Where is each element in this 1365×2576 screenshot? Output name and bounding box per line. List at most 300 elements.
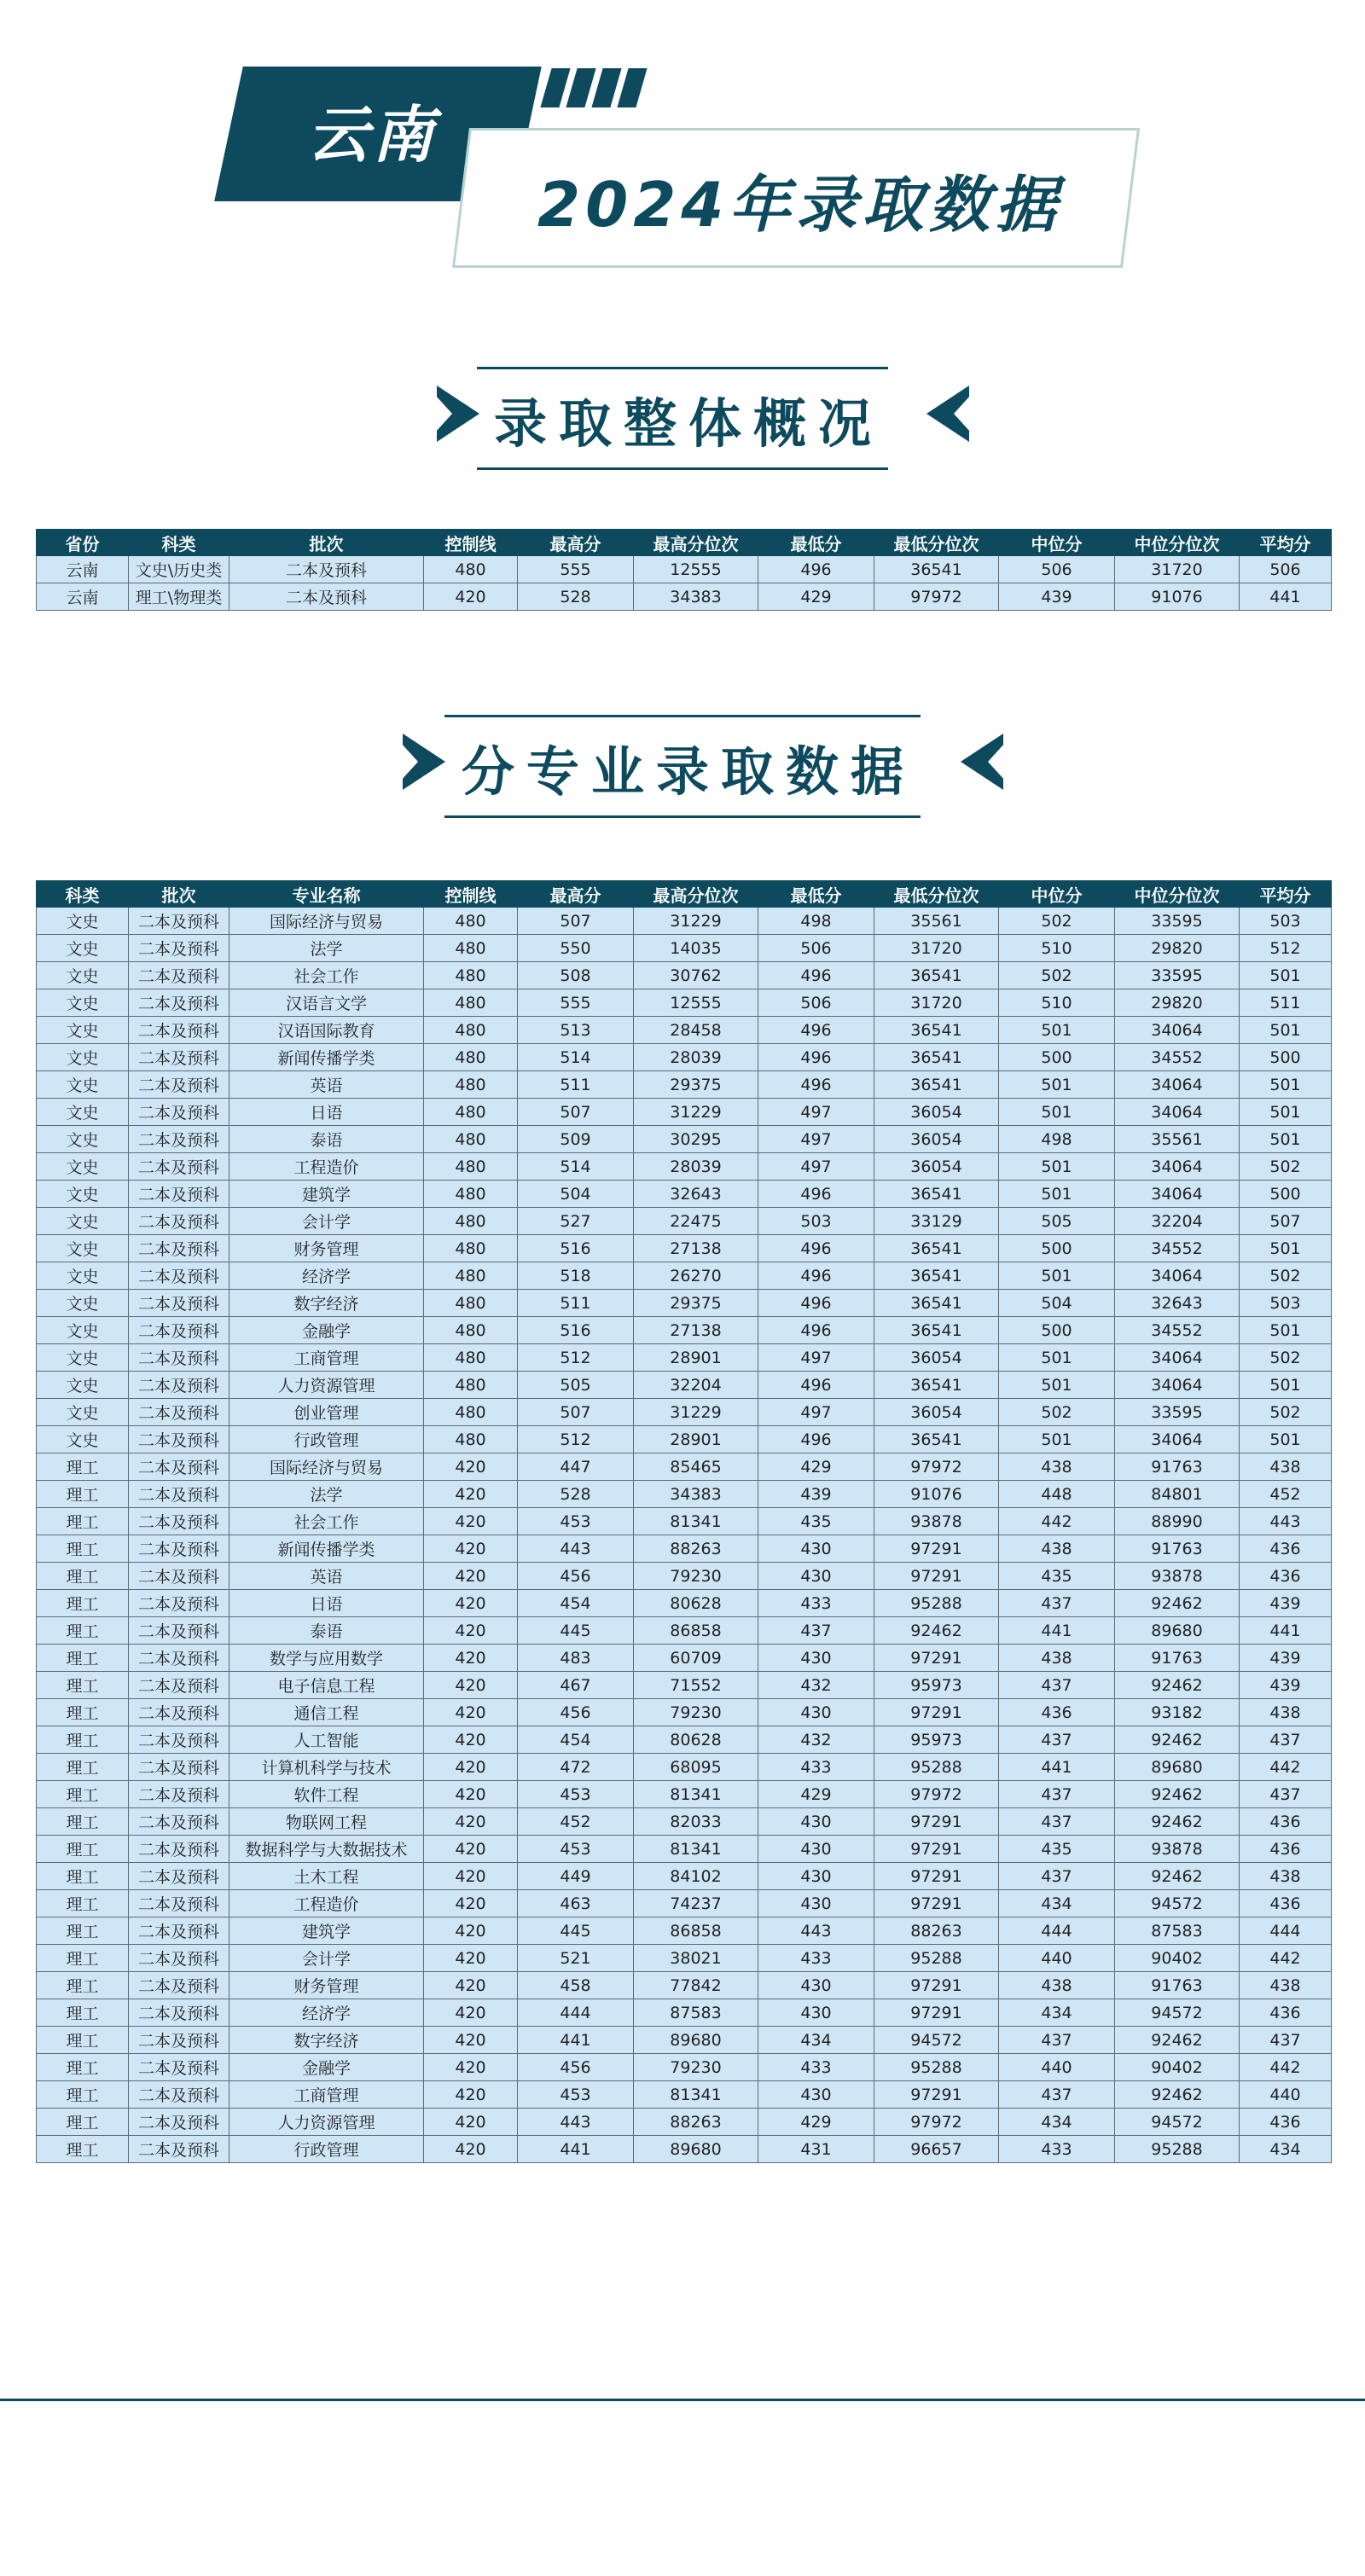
table-cell: 431 (758, 2136, 874, 2163)
table-cell: 30295 (634, 1126, 758, 1153)
table-cell: 438 (999, 1453, 1115, 1481)
column-header: 最低分 (758, 881, 874, 908)
table-cell: 87583 (634, 1999, 758, 2027)
table-row (37, 1071, 1332, 1099)
table-cell: 泰语 (229, 1126, 424, 1153)
table-cell: 500 (999, 1235, 1115, 1262)
table-cell: 496 (758, 1317, 874, 1344)
table-cell: 92462 (1115, 1808, 1240, 1836)
table-cell: 二本及预科 (129, 1372, 229, 1399)
table-cell: 501 (999, 1426, 1115, 1453)
table-cell: 503 (758, 1208, 874, 1235)
table-cell: 92462 (1115, 1726, 1240, 1754)
table-row (37, 2027, 1332, 2054)
table-cell: 500 (1240, 1044, 1332, 1071)
table-cell: 文史 (37, 1153, 129, 1181)
table-cell: 430 (758, 1535, 874, 1563)
table-cell: 453 (518, 2081, 634, 2109)
table-cell: 二本及预科 (129, 1699, 229, 1726)
table-cell: 420 (424, 2109, 518, 2136)
table-cell: 会计学 (229, 1945, 424, 1972)
column-header: 控制线 (424, 881, 518, 908)
table-cell: 理工 (37, 2054, 129, 2081)
table-cell: 439 (1240, 1645, 1332, 1672)
table-cell: 95288 (874, 1590, 999, 1617)
table-cell: 文史 (37, 962, 129, 989)
table-row (37, 1945, 1332, 1972)
table-cell: 440 (1240, 2081, 1332, 2109)
table-cell: 501 (1240, 1099, 1332, 1126)
table-cell: 理工 (37, 2081, 129, 2109)
table-cell: 94572 (1115, 2109, 1240, 2136)
table-cell: 97972 (874, 1453, 999, 1481)
table-cell: 496 (758, 556, 874, 583)
table-cell: 441 (518, 2136, 634, 2163)
column-header: 批次 (129, 881, 229, 908)
table-cell: 理工 (37, 2136, 129, 2163)
table-cell: 437 (1240, 1781, 1332, 1808)
table-row (37, 1290, 1332, 1317)
table-cell: 32643 (634, 1181, 758, 1208)
table-cell: 二本及预科 (129, 1726, 229, 1754)
table-cell: 441 (1240, 1617, 1332, 1645)
table-cell: 31229 (634, 1099, 758, 1126)
table-cell: 448 (999, 1481, 1115, 1508)
table-cell: 文史 (37, 1181, 129, 1208)
table-cell: 28039 (634, 1044, 758, 1071)
table-cell: 36054 (874, 1153, 999, 1181)
table-cell: 480 (424, 556, 518, 583)
table-cell: 501 (999, 1181, 1115, 1208)
table-cell: 506 (1240, 556, 1332, 583)
table-cell: 88263 (634, 1535, 758, 1563)
table-cell: 436 (1240, 1999, 1332, 2027)
table-cell: 通信工程 (229, 1699, 424, 1726)
table-cell: 会计学 (229, 1208, 424, 1235)
table-cell: 36541 (874, 1017, 999, 1044)
table-cell: 480 (424, 1208, 518, 1235)
table-cell: 二本及预科 (129, 1836, 229, 1863)
table-cell: 437 (999, 1672, 1115, 1699)
table-cell: 理工 (37, 1726, 129, 1754)
table-cell: 英语 (229, 1563, 424, 1590)
table-row (37, 2054, 1332, 2081)
table-cell: 452 (518, 1808, 634, 1836)
table-cell: 93182 (1115, 1699, 1240, 1726)
table-row (37, 1453, 1332, 1481)
table-cell: 512 (518, 1344, 634, 1372)
table-cell: 501 (999, 1153, 1115, 1181)
table-cell: 555 (518, 989, 634, 1017)
table-cell: 90402 (1115, 1945, 1240, 1972)
table-cell: 27138 (634, 1235, 758, 1262)
table-row (37, 1208, 1332, 1235)
table-cell: 97291 (874, 1535, 999, 1563)
table-cell: 497 (758, 1099, 874, 1126)
table-cell: 97291 (874, 1999, 999, 2027)
table-cell: 420 (424, 1890, 518, 1917)
table-cell: 438 (1240, 1972, 1332, 1999)
table-cell: 二本及预科 (129, 1672, 229, 1699)
table-cell: 503 (1240, 908, 1332, 935)
table-cell: 理工 (37, 1836, 129, 1863)
table-cell: 91076 (1115, 583, 1240, 611)
table-cell: 行政管理 (229, 1426, 424, 1453)
table-cell: 480 (424, 989, 518, 1017)
table-cell: 36541 (874, 556, 999, 583)
table-cell: 435 (999, 1563, 1115, 1590)
chevron-right-icon (403, 734, 445, 790)
table-cell: 456 (518, 1699, 634, 1726)
table-cell: 506 (758, 989, 874, 1017)
table-cell: 二本及预科 (129, 1262, 229, 1290)
overview-section-heading (0, 367, 1365, 469)
table-cell: 483 (518, 1645, 634, 1672)
table-cell: 文史 (37, 1372, 129, 1399)
table-cell: 501 (1240, 1317, 1332, 1344)
table-cell: 文史 (37, 1071, 129, 1099)
table-cell: 36054 (874, 1126, 999, 1153)
table-cell: 437 (999, 2027, 1115, 2054)
table-cell: 435 (999, 1836, 1115, 1863)
table-cell: 34064 (1115, 1099, 1240, 1126)
table-cell: 97291 (874, 1563, 999, 1590)
table-cell: 34064 (1115, 1426, 1240, 1453)
table-cell: 文史\历史类 (129, 556, 229, 583)
table-cell: 501 (999, 1099, 1115, 1126)
table-cell: 436 (1240, 1808, 1332, 1836)
table-cell: 496 (758, 1372, 874, 1399)
table-cell: 33595 (1115, 1399, 1240, 1426)
table-cell: 汉语国际教育 (229, 1017, 424, 1044)
table-cell: 501 (1240, 1126, 1332, 1153)
table-row (37, 1044, 1332, 1071)
table-cell: 31720 (874, 989, 999, 1017)
table-cell: 429 (758, 2109, 874, 2136)
table-cell: 89680 (1115, 1617, 1240, 1645)
table-cell: 34064 (1115, 1181, 1240, 1208)
table-cell: 501 (1240, 962, 1332, 989)
table-cell: 95973 (874, 1672, 999, 1699)
table-cell: 97291 (874, 1645, 999, 1672)
table-cell: 433 (758, 2054, 874, 2081)
table-cell: 442 (1240, 1945, 1332, 1972)
table-row (37, 1344, 1332, 1372)
column-header: 最低分位次 (874, 881, 999, 908)
table-cell: 29820 (1115, 989, 1240, 1017)
table-cell: 34064 (1115, 1372, 1240, 1399)
table-cell: 34064 (1115, 1344, 1240, 1372)
table-cell: 420 (424, 1917, 518, 1945)
table-cell: 93878 (1115, 1836, 1240, 1863)
table-cell: 文史 (37, 1290, 129, 1317)
table-cell: 430 (758, 1863, 874, 1890)
table-cell: 480 (424, 1344, 518, 1372)
table-cell: 理工 (37, 1972, 129, 1999)
table-cell: 36054 (874, 1099, 999, 1126)
table-cell: 云南 (37, 556, 129, 583)
table-cell: 33595 (1115, 962, 1240, 989)
table-cell: 516 (518, 1317, 634, 1344)
table-cell: 理工 (37, 1508, 129, 1535)
table-cell: 文史 (37, 989, 129, 1017)
table-cell: 理工 (37, 1917, 129, 1945)
table-cell: 二本及预科 (129, 1181, 229, 1208)
table-cell: 430 (758, 1645, 874, 1672)
table-cell: 88263 (874, 1917, 999, 1945)
table-cell: 434 (999, 2109, 1115, 2136)
table-cell: 521 (518, 1945, 634, 1972)
table-cell: 506 (758, 935, 874, 962)
column-header: 中位分位次 (1115, 530, 1240, 556)
table-cell: 86858 (634, 1617, 758, 1645)
table-row (37, 1781, 1332, 1808)
table-cell: 95288 (874, 1754, 999, 1781)
table-cell: 453 (518, 1836, 634, 1863)
table-cell: 420 (424, 1481, 518, 1508)
table-cell: 505 (518, 1372, 634, 1399)
table-cell: 96657 (874, 2136, 999, 2163)
table-cell: 501 (1240, 1235, 1332, 1262)
table-row (37, 1672, 1332, 1699)
table-cell: 理工 (37, 1481, 129, 1508)
table-cell: 日语 (229, 1590, 424, 1617)
table-cell: 430 (758, 1699, 874, 1726)
table-cell: 444 (999, 1917, 1115, 1945)
table-cell: 32204 (634, 1372, 758, 1399)
table-row (37, 1726, 1332, 1754)
table-cell: 443 (1240, 1508, 1332, 1535)
column-header: 最低分 (758, 530, 874, 556)
table-cell: 35561 (1115, 1126, 1240, 1153)
column-header: 专业名称 (229, 881, 424, 908)
table-cell: 36054 (874, 1344, 999, 1372)
table-cell: 507 (518, 1099, 634, 1126)
table-cell: 496 (758, 1235, 874, 1262)
table-row (37, 1126, 1332, 1153)
table-cell: 二本及预科 (129, 1017, 229, 1044)
table-cell: 511 (518, 1290, 634, 1317)
table-cell: 79230 (634, 1699, 758, 1726)
table-cell: 71552 (634, 1672, 758, 1699)
table-cell: 二本及预科 (129, 2136, 229, 2163)
table-cell: 437 (999, 1726, 1115, 1754)
table-cell: 81341 (634, 1836, 758, 1863)
table-cell: 454 (518, 1590, 634, 1617)
table-cell: 二本及预科 (129, 1235, 229, 1262)
table-cell: 79230 (634, 1563, 758, 1590)
table-cell: 33129 (874, 1208, 999, 1235)
table-cell: 507 (518, 908, 634, 935)
table-cell: 79230 (634, 2054, 758, 2081)
table-cell: 86858 (634, 1917, 758, 1945)
table-cell: 480 (424, 1071, 518, 1099)
table-cell: 436 (1240, 1563, 1332, 1590)
table-cell: 二本及预科 (129, 1153, 229, 1181)
table-cell: 文史 (37, 1017, 129, 1044)
table-cell: 442 (999, 1508, 1115, 1535)
table-cell: 工程造价 (229, 1153, 424, 1181)
table-cell: 二本及预科 (129, 1453, 229, 1481)
table-cell: 二本及预科 (229, 556, 424, 583)
table-cell: 454 (518, 1726, 634, 1754)
table-cell: 二本及预科 (129, 1917, 229, 1945)
table-cell: 507 (518, 1399, 634, 1426)
table-cell: 36541 (874, 1181, 999, 1208)
table-cell: 496 (758, 1044, 874, 1071)
table-row (37, 1836, 1332, 1863)
table-cell: 人力资源管理 (229, 2109, 424, 2136)
table-cell: 518 (518, 1262, 634, 1290)
table-cell: 数据科学与大数据技术 (229, 1836, 424, 1863)
table-cell: 513 (518, 1017, 634, 1044)
table-cell: 436 (1240, 1836, 1332, 1863)
table-cell: 528 (518, 1481, 634, 1508)
table-cell: 510 (999, 989, 1115, 1017)
table-row (37, 1399, 1332, 1426)
table-cell: 516 (518, 1235, 634, 1262)
table-row (37, 1508, 1332, 1535)
table-cell: 94572 (1115, 1890, 1240, 1917)
column-header: 最低分位次 (874, 530, 999, 556)
table-cell: 501 (1240, 1426, 1332, 1453)
column-header: 平均分 (1240, 881, 1332, 908)
table-cell: 442 (1240, 2054, 1332, 2081)
table-cell: 33595 (1115, 908, 1240, 935)
table-cell: 445 (518, 1917, 634, 1945)
table-cell: 云南 (37, 583, 129, 611)
table-cell: 文史 (37, 1099, 129, 1126)
table-cell: 二本及预科 (129, 1617, 229, 1645)
table-cell: 480 (424, 962, 518, 989)
table-cell: 88263 (634, 2109, 758, 2136)
table-cell: 91763 (1115, 1453, 1240, 1481)
table-cell: 496 (758, 1181, 874, 1208)
table-cell: 97291 (874, 1863, 999, 1890)
table-cell: 二本及预科 (129, 1044, 229, 1071)
table-cell: 理工 (37, 1754, 129, 1781)
table-cell: 420 (424, 1563, 518, 1590)
table-cell: 81341 (634, 1508, 758, 1535)
table-cell: 438 (999, 1972, 1115, 1999)
table-cell: 433 (758, 1590, 874, 1617)
table-cell: 84801 (1115, 1481, 1240, 1508)
table-cell: 512 (1240, 935, 1332, 962)
table-cell: 507 (1240, 1208, 1332, 1235)
table-cell: 二本及预科 (129, 1317, 229, 1344)
table-cell: 34552 (1115, 1044, 1240, 1071)
table-cell: 日语 (229, 1099, 424, 1126)
table-cell: 420 (424, 2054, 518, 2081)
table-cell: 480 (424, 1181, 518, 1208)
table-cell: 97972 (874, 1781, 999, 1808)
table-cell: 二本及预科 (129, 935, 229, 962)
table-cell: 理工 (37, 1645, 129, 1672)
table-cell: 国际经济与贸易 (229, 908, 424, 935)
table-cell: 453 (518, 1781, 634, 1808)
table-cell: 458 (518, 1972, 634, 1999)
table-cell: 438 (999, 1535, 1115, 1563)
table-cell: 二本及预科 (129, 962, 229, 989)
table-cell: 二本及预科 (129, 1645, 229, 1672)
table-cell: 文史 (37, 1262, 129, 1290)
table-row (37, 1972, 1332, 1999)
table-cell: 432 (758, 1726, 874, 1754)
table-cell: 理工 (37, 1808, 129, 1836)
table-cell: 77842 (634, 1972, 758, 1999)
table-cell: 480 (424, 1399, 518, 1426)
table-cell: 511 (1240, 989, 1332, 1017)
table-cell: 二本及预科 (129, 1508, 229, 1535)
chevron-left-icon (961, 734, 1003, 790)
table-cell: 420 (424, 1945, 518, 1972)
table-cell: 505 (999, 1208, 1115, 1235)
overview-table (36, 529, 1332, 611)
table-cell: 文史 (37, 1235, 129, 1262)
table-cell: 二本及预科 (129, 1972, 229, 1999)
table-cell: 439 (758, 1481, 874, 1508)
table-cell: 420 (424, 1672, 518, 1699)
table-cell: 土木工程 (229, 1863, 424, 1890)
table-row (37, 583, 1332, 611)
table-cell: 432 (758, 1672, 874, 1699)
table-cell: 汉语言文学 (229, 989, 424, 1017)
table-cell: 444 (1240, 1917, 1332, 1945)
table-cell: 512 (518, 1426, 634, 1453)
table-row (37, 1262, 1332, 1290)
column-header: 省份 (37, 530, 129, 556)
table-cell: 92462 (1115, 1590, 1240, 1617)
footer-divider (0, 2399, 1365, 2401)
table-row (37, 1590, 1332, 1617)
table-cell: 501 (1240, 1017, 1332, 1044)
table-cell: 12555 (634, 989, 758, 1017)
table-cell: 36541 (874, 1426, 999, 1453)
table-row (37, 908, 1332, 935)
table-cell: 437 (999, 1590, 1115, 1617)
table-cell: 92462 (1115, 1781, 1240, 1808)
table-cell: 480 (424, 1262, 518, 1290)
table-row (37, 1153, 1332, 1181)
table-cell: 430 (758, 1836, 874, 1863)
table-cell: 31229 (634, 1399, 758, 1426)
table-cell: 452 (1240, 1481, 1332, 1508)
table-cell: 434 (999, 1890, 1115, 1917)
table-cell: 文史 (37, 1399, 129, 1426)
table-cell: 420 (424, 2136, 518, 2163)
table-cell: 97291 (874, 1699, 999, 1726)
table-cell: 420 (424, 1617, 518, 1645)
table-cell: 434 (1240, 2136, 1332, 2163)
table-cell: 420 (424, 1508, 518, 1535)
table-cell: 理工 (37, 2027, 129, 2054)
table-cell: 二本及预科 (129, 1399, 229, 1426)
column-header: 平均分 (1240, 530, 1332, 556)
table-cell: 437 (999, 1781, 1115, 1808)
table-cell: 498 (999, 1126, 1115, 1153)
table-cell: 财务管理 (229, 1235, 424, 1262)
table-cell: 504 (518, 1181, 634, 1208)
table-cell: 金融学 (229, 1317, 424, 1344)
table-cell: 439 (999, 583, 1115, 611)
table-cell: 工商管理 (229, 2081, 424, 2109)
table-cell: 496 (758, 1290, 874, 1317)
table-cell: 420 (424, 2081, 518, 2109)
table-cell: 433 (758, 1945, 874, 1972)
table-cell: 二本及预科 (129, 1890, 229, 1917)
table-cell: 500 (999, 1044, 1115, 1071)
table-row (37, 1563, 1332, 1590)
